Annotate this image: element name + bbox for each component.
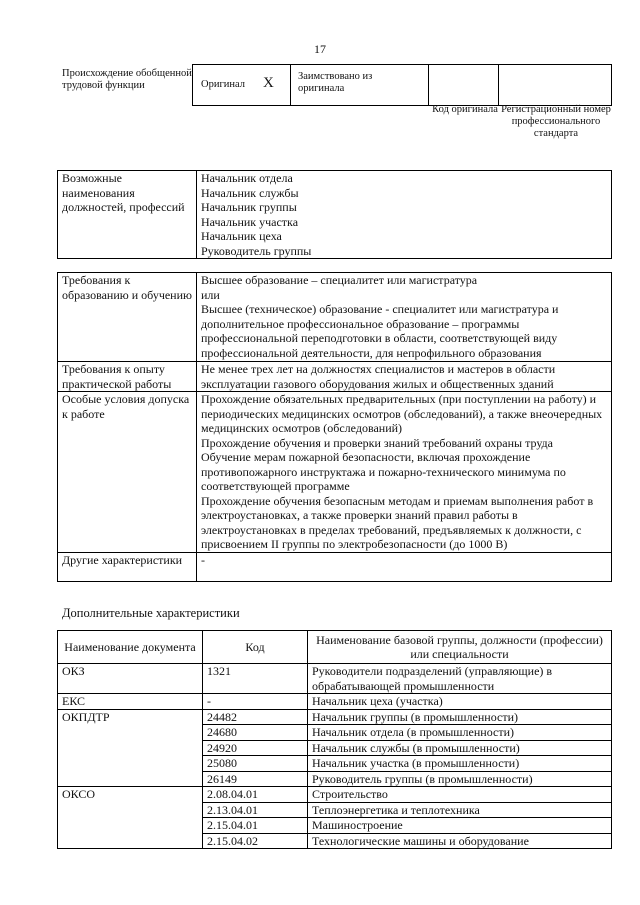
- requirement-text: Высшее образование – специалитет или магистратура или Высшее (техническое) образование - специалитет или магистратура и дополнительное профессиональное образование – программы профессиональной переподготовки в области, соответствующей виду профессиональной деятельности, для непрофильного образования: [197, 273, 612, 362]
- requirement-row: [58, 392, 612, 553]
- requirement-text: -: [197, 553, 612, 582]
- cell-code: 24482: [203, 709, 308, 725]
- code-cell: [429, 65, 499, 105]
- header-doc: Наименование документа: [58, 631, 203, 664]
- requirement-text: Не менее трех лет на должностях специалистов и мастеров в области эксплуатации газового оборудования жилых и общественных зданий: [197, 362, 612, 392]
- requirement-label: Другие характеристики: [58, 553, 197, 582]
- page-number: 17: [314, 42, 326, 56]
- requirement-row: [58, 553, 612, 582]
- table-row: [58, 694, 612, 710]
- cell-name: Начальник цеха (участка): [308, 694, 612, 710]
- reg-number-cell: [499, 65, 611, 105]
- cell-code: 2.15.04.01: [203, 818, 308, 834]
- cell-name: Начальник службы (в промышленности): [308, 740, 612, 756]
- positions-list: Начальник отдела Начальник службы Начальник группы Начальник участка Начальник цеха Руководитель группы: [197, 171, 612, 259]
- origin-box: [192, 64, 612, 106]
- additional-table: [57, 630, 612, 849]
- cell-doc: ОКПДТР: [58, 709, 203, 787]
- cell-name: Теплоэнергетика и теплотехника: [308, 802, 612, 818]
- positions-label: Возможные наименования должностей, профессий: [58, 171, 197, 259]
- cell-code: 26149: [203, 771, 308, 787]
- borrowed-cell: [291, 65, 429, 105]
- cell-name: Технологические машины и оборудование: [308, 833, 612, 849]
- borrowed-label: Заимствовано из оригинала: [298, 71, 373, 94]
- cell-name: Машиностроение: [308, 818, 612, 834]
- table-row: [58, 787, 612, 803]
- cell-code: 2.15.04.02: [203, 833, 308, 849]
- cell-code: 1321: [203, 664, 308, 694]
- table-row: [58, 664, 612, 694]
- cell-name: Начальник участка (в промышленности): [308, 756, 612, 772]
- code-caption: Код оригинала: [432, 104, 498, 115]
- cell-name: Руководители подразделений (управляющие) в обрабатывающей промышленности: [308, 664, 612, 694]
- original-label: Оригинал: [201, 79, 245, 90]
- cell-code: 24680: [203, 725, 308, 741]
- cell-code: 24920: [203, 740, 308, 756]
- reg-number-caption: Регистрационный номер профессионального стандарта: [501, 104, 611, 139]
- cell-code: -: [203, 694, 308, 710]
- cell-name: Начальник группы (в промышленности): [308, 709, 612, 725]
- original-cell: [193, 65, 291, 105]
- requirement-row: [58, 273, 612, 362]
- table-header-row: [58, 631, 612, 664]
- requirement-text: Прохождение обязательных предварительных (при поступлении на работу) и периодических медицинских осмотров (обследований), а также внеочередных медицинских осмотров (обследований) Прохождение обучения и проверки знаний требований охраны труда Обучение мерам пожарной безопасности, включая прохождение противопожарного инструктажа и пожарно-технического минимума по соответствующей программе Прохождение обучения безопасным методам и приемам выполнения работ в электроустановках, а также проверки знаний правил работы в электроустановках в пределах требований, предъявляемых к должности, с присвоением II группы по электробезопасности (до 1000 В): [197, 392, 612, 553]
- cell-code: 2.13.04.01: [203, 802, 308, 818]
- additional-title: Дополнительные характеристики: [62, 606, 240, 620]
- table-row: [58, 709, 612, 725]
- header-name: Наименование базовой группы, должности (профессии) или специальности: [308, 631, 612, 664]
- cell-name: Строительство: [308, 787, 612, 803]
- requirement-label: Требования к образованию и обучению: [58, 273, 197, 362]
- positions-table: [57, 170, 612, 259]
- cell-code: 2.08.04.01: [203, 787, 308, 803]
- requirement-label: Особые условия допуска к работе: [58, 392, 197, 553]
- cell-code: 25080: [203, 756, 308, 772]
- requirements-table: [57, 272, 612, 582]
- cell-doc: ЕКС: [58, 694, 203, 710]
- header-code: Код: [203, 631, 308, 664]
- requirement-label: Требования к опыту практической работы: [58, 362, 197, 392]
- cell-name: Руководитель группы (в промышленности): [308, 771, 612, 787]
- cell-doc: ОКСО: [58, 787, 203, 849]
- requirement-row: [58, 362, 612, 392]
- origin-label: Происхождение обобщенной трудовой функции: [62, 68, 192, 91]
- cell-name: Начальник отдела (в промышленности): [308, 725, 612, 741]
- original-mark: X: [263, 75, 274, 91]
- cell-doc: ОКЗ: [58, 664, 203, 694]
